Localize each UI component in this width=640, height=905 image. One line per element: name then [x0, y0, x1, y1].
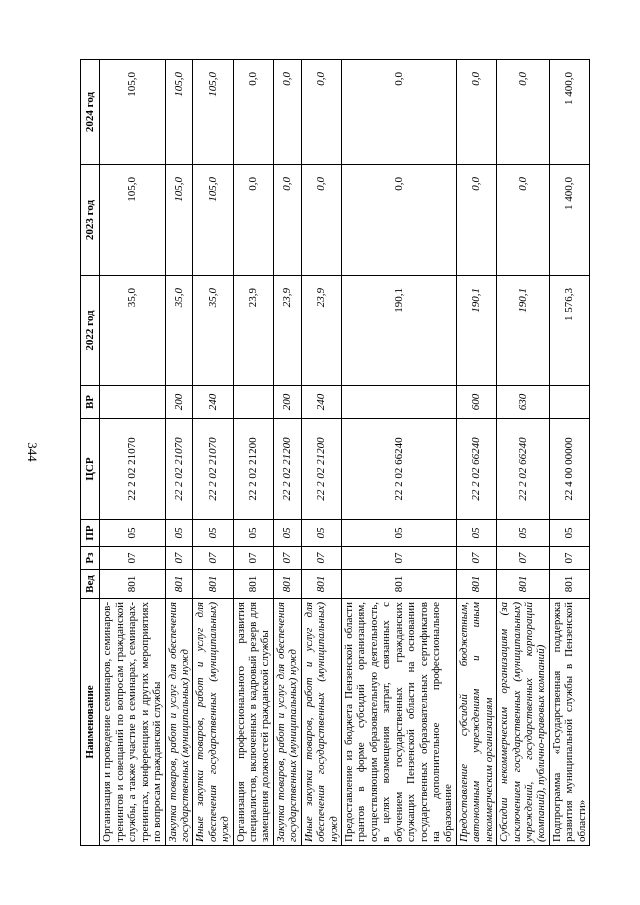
cell-y2023: 105,0 [100, 165, 165, 276]
cell-vr: 630 [497, 386, 550, 419]
cell-csr: 22 2 02 66240 [342, 419, 457, 520]
cell-y2022: 190,1 [342, 276, 457, 386]
cell-y2023: 0,0 [456, 165, 496, 276]
cell-vr [100, 386, 165, 419]
header-2023: 2023 год [81, 165, 100, 276]
table-row [497, 60, 550, 846]
cell-name: Организация профессионального развития специалистов, включенных в кадровый резерв для замещения должностей гражданской службы [233, 599, 273, 846]
header-pr: ПР [81, 520, 100, 547]
cell-y2022: 190,1 [456, 276, 496, 386]
cell-name: Иные закупки товаров, работ и услуг для обеспечения государственных (муниципальных) нужд [193, 599, 233, 846]
cell-ved: 801 [100, 570, 165, 599]
cell-rz: 07 [342, 547, 457, 570]
cell-ved: 801 [193, 570, 233, 599]
header-ved: Вед [81, 570, 100, 599]
cell-pr: 05 [165, 520, 193, 547]
cell-csr: 22 2 02 21070 [193, 419, 233, 520]
cell-csr: 22 2 02 66240 [456, 419, 496, 520]
cell-ved: 801 [273, 570, 301, 599]
cell-y2022: 23,9 [273, 276, 301, 386]
cell-y2022: 35,0 [193, 276, 233, 386]
cell-rz: 07 [193, 547, 233, 570]
header-vr: ВР [81, 386, 100, 419]
cell-ved: 801 [233, 570, 273, 599]
cell-rz: 07 [456, 547, 496, 570]
cell-rz: 07 [165, 547, 193, 570]
cell-ved: 801 [342, 570, 457, 599]
cell-y2024: 1 400,0 [549, 60, 589, 165]
cell-ved: 801 [549, 570, 589, 599]
cell-y2024: 105,0 [165, 60, 193, 165]
cell-pr: 05 [497, 520, 550, 547]
cell-vr [233, 386, 273, 419]
cell-ved: 801 [165, 570, 193, 599]
cell-y2023: 105,0 [165, 165, 193, 276]
cell-y2024: 0,0 [497, 60, 550, 165]
cell-y2024: 0,0 [301, 60, 341, 165]
cell-rz: 07 [233, 547, 273, 570]
table-row [233, 60, 273, 846]
cell-y2022: 23,9 [233, 276, 273, 386]
cell-name: Предоставление из бюджета Пензенской области грантов в форме субсидий организациям, осуществляющим образовательную деятельность, в целях возмещения затрат, связанных с обучением государственных гражданских служащих Пензенской области на основании государственных образовательных сертификатов на дополнительное профессиональное образование [342, 599, 457, 846]
table-row [342, 60, 457, 846]
cell-pr: 05 [549, 520, 589, 547]
cell-y2024: 0,0 [342, 60, 457, 165]
cell-name: Предоставление субсидий бюджетным, автономным учреждениям и иным некоммерческим организациям [456, 599, 496, 846]
page-number: 344 [25, 442, 40, 462]
cell-y2023: 0,0 [301, 165, 341, 276]
cell-name: Закупка товаров, работ и услуг для обеспечения государственных (муниципальных) нужд [273, 599, 301, 846]
cell-csr: 22 2 02 21200 [273, 419, 301, 520]
cell-rz: 07 [100, 547, 165, 570]
table-row [193, 60, 233, 846]
cell-csr: 22 2 02 21070 [100, 419, 165, 520]
cell-csr: 22 4 00 00000 [549, 419, 589, 520]
cell-name: Закупка товаров, работ и услуг для обеспечения государственных (муниципальных) нужд [165, 599, 193, 846]
table-row [165, 60, 193, 846]
cell-rz: 07 [301, 547, 341, 570]
cell-y2023: 0,0 [233, 165, 273, 276]
cell-csr: 22 2 02 21070 [165, 419, 193, 520]
header-name: Наименование [81, 599, 100, 846]
cell-y2023: 1 400,0 [549, 165, 589, 276]
cell-pr: 05 [100, 520, 165, 547]
cell-ved: 801 [456, 570, 496, 599]
cell-y2023: 0,0 [497, 165, 550, 276]
cell-name: Субсидии некоммерческим организациям (за исключением государственных (муниципальных) учреждений, государственных корпораций (компаний), публично-правовых компаний) [497, 599, 550, 846]
cell-y2023: 105,0 [193, 165, 233, 276]
cell-y2022: 1 576,3 [549, 276, 589, 386]
cell-vr: 240 [193, 386, 233, 419]
table-row [100, 60, 165, 846]
cell-y2022: 190,1 [497, 276, 550, 386]
cell-y2022: 35,0 [165, 276, 193, 386]
table-row [301, 60, 341, 846]
cell-pr: 05 [233, 520, 273, 547]
cell-pr: 05 [301, 520, 341, 547]
cell-y2024: 0,0 [456, 60, 496, 165]
cell-csr: 22 2 02 66240 [497, 419, 550, 520]
cell-rz: 07 [549, 547, 589, 570]
table-header-row [81, 60, 100, 846]
cell-pr: 05 [456, 520, 496, 547]
cell-vr: 200 [165, 386, 193, 419]
cell-rz: 07 [273, 547, 301, 570]
cell-y2023: 0,0 [342, 165, 457, 276]
cell-vr: 600 [456, 386, 496, 419]
cell-y2022: 23,9 [301, 276, 341, 386]
cell-name: Иные закупки товаров, работ и услуг для обеспечения государственных (муниципальных) нужд [301, 599, 341, 846]
cell-y2023: 0,0 [273, 165, 301, 276]
cell-pr: 05 [193, 520, 233, 547]
cell-csr: 22 2 02 21200 [301, 419, 341, 520]
header-csr: ЦСР [81, 419, 100, 520]
budget-table [80, 59, 590, 846]
cell-name: Подпрограмма «Государственная поддержка развития муниципальной службы в Пензенской области» [549, 599, 589, 846]
table-row [549, 60, 589, 846]
header-2024: 2024 год [81, 60, 100, 165]
cell-vr: 200 [273, 386, 301, 419]
cell-vr [342, 386, 457, 419]
header-rz: Рз [81, 547, 100, 570]
cell-vr [549, 386, 589, 419]
rotated-page [80, 60, 588, 846]
cell-y2024: 105,0 [100, 60, 165, 165]
cell-ved: 801 [497, 570, 550, 599]
cell-ved: 801 [301, 570, 341, 599]
cell-rz: 07 [497, 547, 550, 570]
cell-y2022: 35,0 [100, 276, 165, 386]
cell-vr: 240 [301, 386, 341, 419]
cell-csr: 22 2 02 21200 [233, 419, 273, 520]
cell-name: Организация и проведение семинаров, семинаров-тренингов и совещаний по вопросам гражданской службы, а также участие в семинарах, семинарах-тренингах, конференциях и других мероприятиях по вопросам гражданской службы [100, 599, 165, 846]
cell-pr: 05 [273, 520, 301, 547]
cell-pr: 05 [342, 520, 457, 547]
cell-y2024: 105,0 [193, 60, 233, 165]
table-row [273, 60, 301, 846]
table-row [456, 60, 496, 846]
cell-y2024: 0,0 [233, 60, 273, 165]
table-body [100, 60, 590, 846]
cell-y2024: 0,0 [273, 60, 301, 165]
header-2022: 2022 год [81, 276, 100, 386]
